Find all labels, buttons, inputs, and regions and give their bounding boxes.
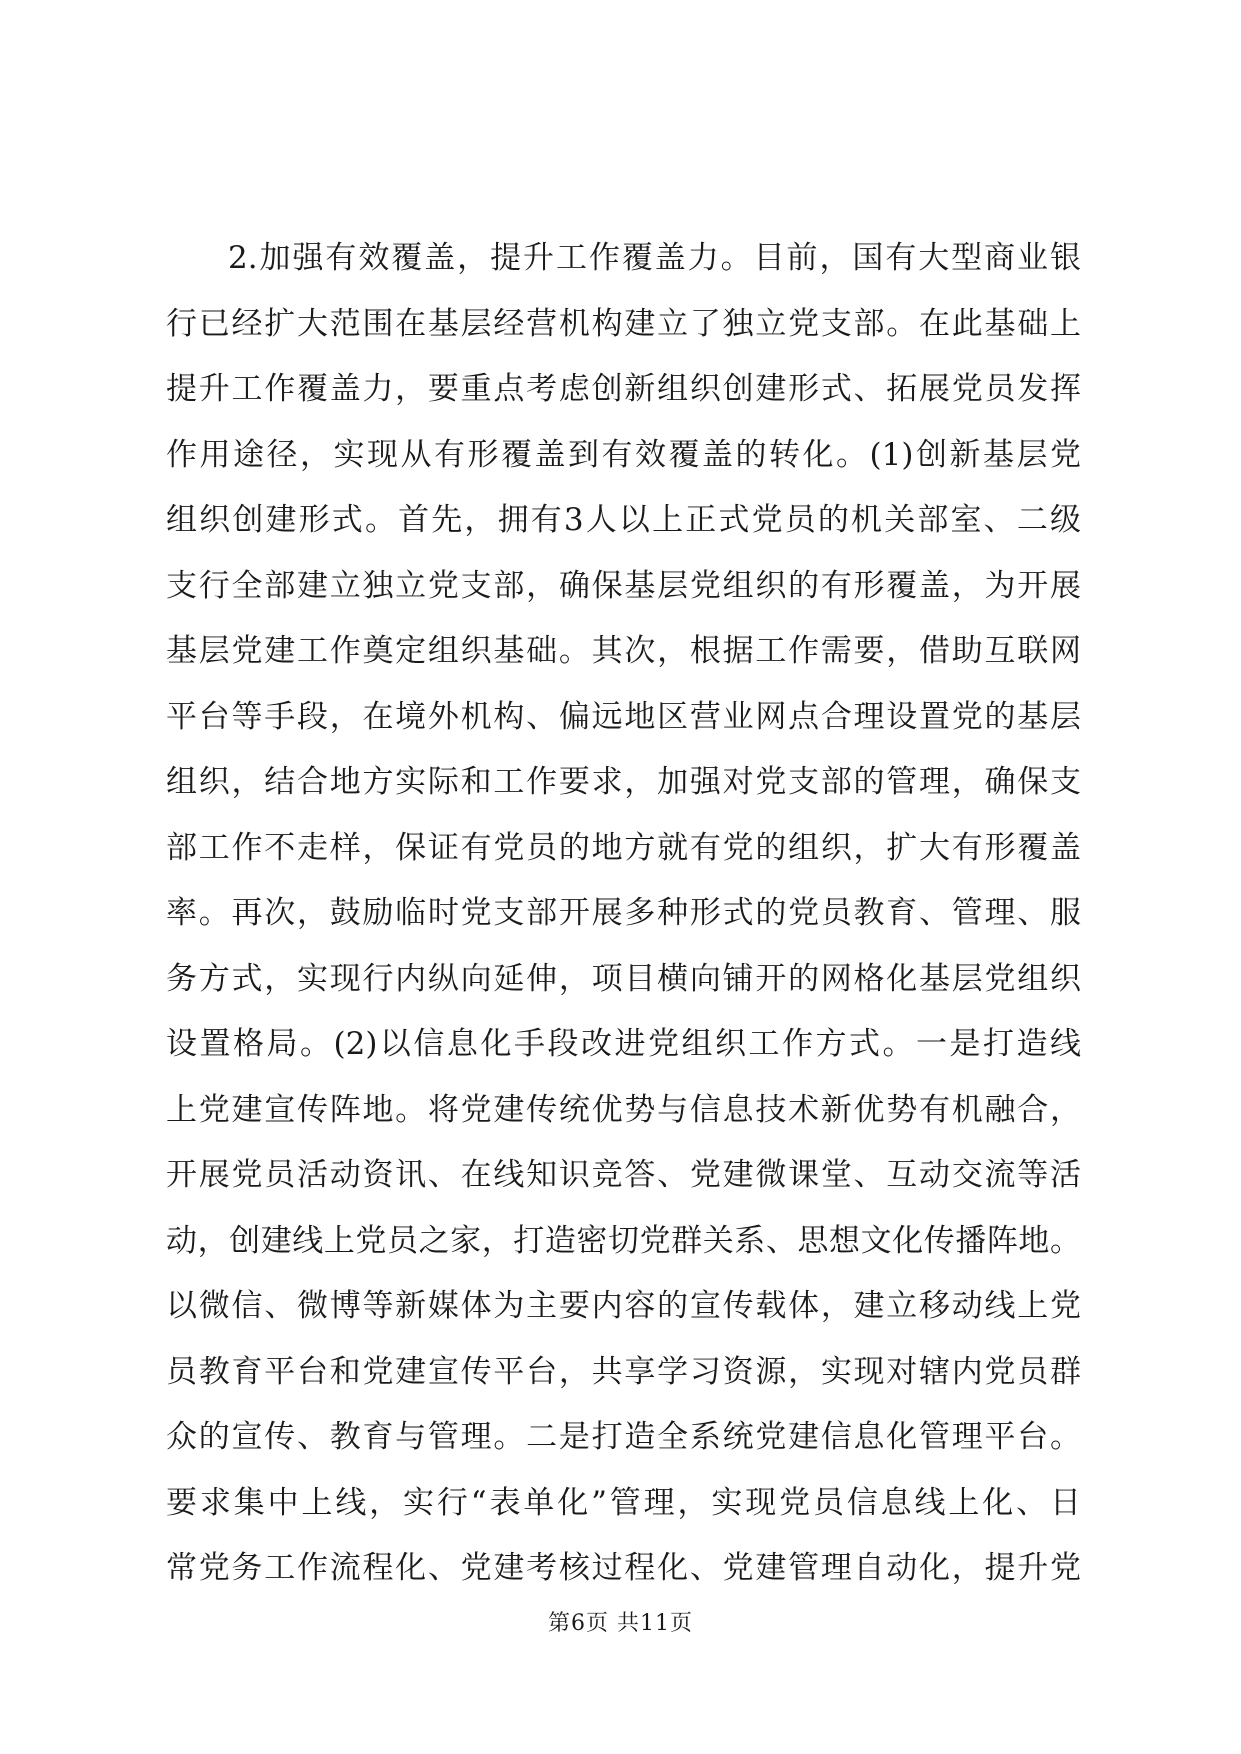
text-line: 员教育平台和党建宣传平台，共享学习资源，实现对辖内党员群 [166, 1353, 1081, 1390]
text-line: 开展党员活动资讯、在线知识竞答、党建微课堂、互动交流等活 [166, 1157, 1081, 1193]
text-line: 组织，结合地方实际和工作要求，加强对党支部的管理，确保支 [166, 764, 1081, 800]
text-line: 以微信、微博等新媒体为主要内容的宣传载体，建立移动线上党 [166, 1288, 1081, 1324]
text-line: 上党建宣传阵地。将党建传统优势与信息技术新优势有机融合， [166, 1091, 1081, 1128]
text-line: 设置格局。(2)以信息化手段改进党组织工作方式。一是打造线 [166, 1026, 1081, 1062]
text-line: 平台等手段，在境外机构、偏远地区营业网点合理设置党的基层 [166, 698, 1081, 735]
text-line: 基层党建工作奠定组织基础。其次，根据工作需要，借助互联网 [166, 633, 1081, 669]
text-line: 要求集中上线，实行“表单化”管理，实现党员信息线上化、日 [166, 1484, 1081, 1521]
text-line: 众的宣传、教育与管理。二是打造全系统党建信息化管理平台。 [166, 1419, 1081, 1455]
text-line: 率。再次，鼓励临时党支部开展多种形式的党员教育、管理、服 [166, 895, 1081, 931]
page-number-footer: 第6页 共11页 [548, 1611, 693, 1636]
text-line: 务方式，实现行内纵向延伸，项目横向铺开的网格化基层党组织 [166, 960, 1081, 997]
body-paragraph [166, 226, 1081, 1602]
text-line: 支行全部建立独立党支部，确保基层党组织的有形覆盖，为开展 [166, 567, 1081, 604]
text-line: 提升工作覆盖力，要重点考虑创新组织创建形式、拓展党员发挥 [166, 371, 1081, 407]
text-line: 部工作不走样，保证有党员的地方就有党的组织，扩大有形覆盖 [166, 829, 1081, 866]
text-line: 作用途径，实现从有形覆盖到有效覆盖的转化。(1)创新基层党 [166, 436, 1081, 473]
text-line: 动，创建线上党员之家，打造密切党群关系、思想文化传播阵地。 [166, 1222, 1081, 1259]
text-line: 常党务工作流程化、党建考核过程化、党建管理自动化，提升党 [166, 1550, 1081, 1586]
text-line: 2.加强有效覆盖，提升工作覆盖力。目前，国有大型商业银 [228, 240, 1081, 276]
text-line: 行已经扩大范围在基层经营机构建立了独立党支部。在此基础上 [166, 305, 1081, 342]
text-line: 组织创建形式。首先，拥有3人以上正式党员的机关部室、二级 [166, 502, 1081, 538]
